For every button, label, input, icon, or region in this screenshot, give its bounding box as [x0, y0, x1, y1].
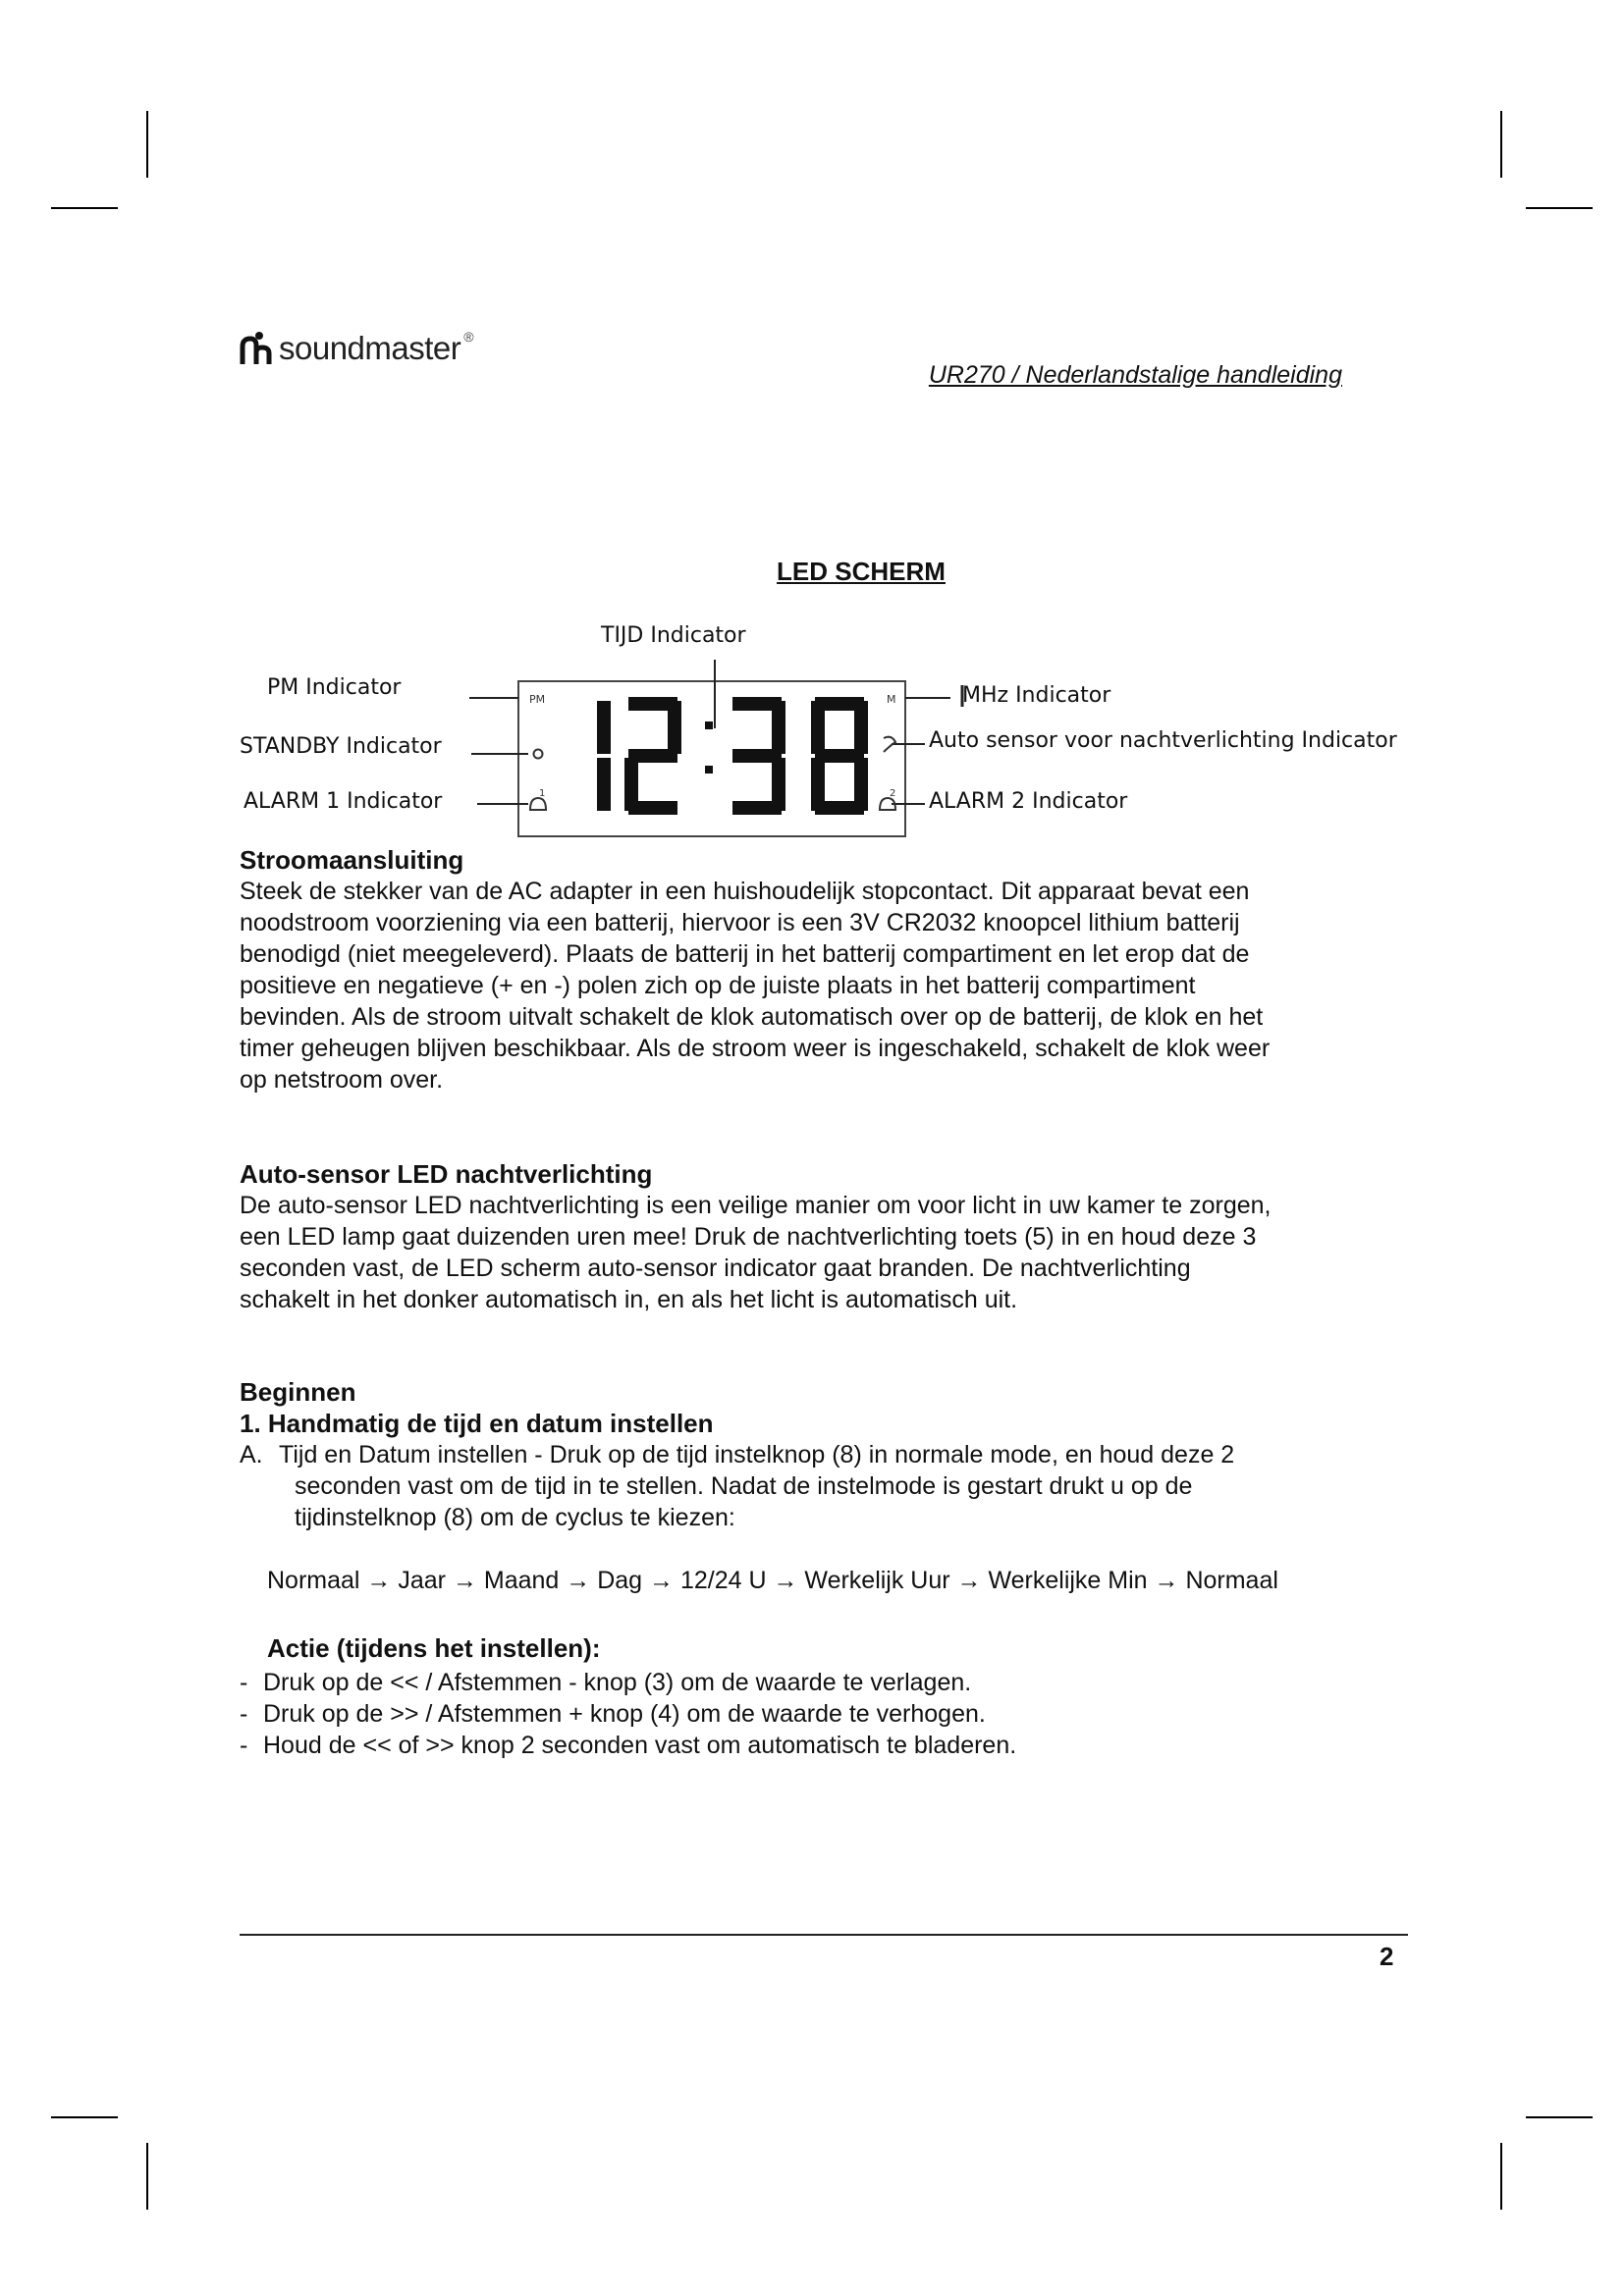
list-item	[240, 1667, 1016, 1698]
colon-dot-bottom	[705, 766, 713, 774]
line: tijdinstelknop (8) om de cyclus te kiezen:	[295, 1504, 735, 1531]
line: schakelt in het donker automatisch in, en als het licht is automatisch uit.	[240, 1286, 1018, 1313]
label-alarm1-indicator: ALARM 1 Indicator	[244, 789, 443, 814]
svg-text:1: 1	[539, 788, 546, 799]
digit-2-segment-a	[628, 697, 677, 711]
digit-4-segment-g	[815, 749, 864, 763]
crop-mark-bottom-left-vertical	[146, 2143, 148, 2210]
colon-dot-top	[705, 721, 713, 729]
crop-mark-top-left-horizontal	[51, 207, 118, 209]
line: Tijd en Datum instellen - Druk op de tijd instelknop (8) in normale mode, en houd deze 2	[279, 1441, 1235, 1468]
pm-indicator-glyph: PM	[529, 693, 546, 706]
digit-3-segment-c	[772, 758, 785, 811]
action-text: Houd de << of >> knop 2 seconden vast om automatisch te bladeren.	[263, 1732, 1017, 1759]
section-beginnen	[240, 1376, 1388, 1533]
action-text: Druk op de << / Afstemmen - knop (3) om de waarde te verlagen.	[263, 1669, 972, 1696]
alarm2-indicator-icon	[880, 788, 895, 810]
item-a	[240, 1439, 1388, 1533]
digit-4-segment-c	[854, 758, 868, 811]
heading-actie: Actie (tijdens het instellen):	[267, 1633, 601, 1663]
document-title: UR270 / Nederlandstalige handleiding	[928, 361, 1342, 389]
crop-mark-top-left-vertical	[146, 111, 148, 178]
dash: -	[240, 1669, 248, 1696]
item-letter: A.	[240, 1441, 263, 1468]
section-stroomaansluiting	[240, 844, 1388, 1095]
digit-3-segment-d	[732, 801, 782, 815]
line: een LED lamp gaat duizenden uren mee! Druk de nachtverlichting toets (5) in en houd deze 3	[240, 1223, 1257, 1251]
crop-mark-bottom-right-horizontal	[1526, 2116, 1593, 2118]
crop-mark-bottom-right-vertical	[1500, 2143, 1502, 2210]
heading-autosensor: Auto-sensor LED nachtverlichting	[240, 1159, 653, 1189]
action-list	[240, 1667, 1016, 1761]
digit-3-segment-a	[732, 697, 782, 711]
digit-4-segment-d	[815, 801, 864, 815]
label-mhz-indicator: MHz Indicator	[962, 683, 1111, 708]
svg-text:2: 2	[890, 788, 896, 799]
line: seconden vast, de LED scherm auto-sensor indicator gaat branden. De nachtverlichting	[240, 1255, 1191, 1282]
line: seconden vast om de tijd in te stellen. Nadat de instelmode is gestart drukt u op de	[295, 1472, 1193, 1500]
cycle-sequence: Normaal → Jaar → Maand → Dag → 12/24 U → Werkelijk Uur → Werkelijke Min → Normaal	[267, 1567, 1278, 1594]
digit-2-segment-b	[668, 701, 681, 754]
standby-indicator-icon	[534, 750, 543, 759]
line: timer geheugen blijven beschikbaar. Als de stroom weer is ingeschakeld, schakelt de klok weer	[240, 1035, 1271, 1062]
brand-logo	[240, 329, 474, 368]
brand-name: soundmaster	[279, 330, 461, 366]
brand-registered-mark: ®	[463, 329, 474, 345]
line: noodstroom voorziening via een batterij, hiervoor is een 3V CR2032 knoopcel lithium batterij	[240, 909, 1240, 936]
heading-beginnen: Beginnen	[240, 1377, 356, 1407]
autosensor-indicator-icon	[884, 737, 895, 752]
label-tijd-indicator: TIJD Indicator	[601, 623, 746, 648]
action-text: Druk op de >> / Afstemmen + knop (4) om de waarde te verhogen.	[263, 1700, 986, 1728]
digit-3-segment-g	[732, 749, 782, 763]
line: bevinden. Als de stroom uitvalt schakelt de klok automatisch over op de batterij, de klok en het	[240, 1003, 1264, 1031]
mhz-indicator-glyph: M	[887, 693, 896, 706]
led-display-diagram	[0, 609, 1624, 839]
label-autosensor-indicator: Auto sensor voor nachtverlichting Indicator	[929, 728, 1397, 753]
label-standby-indicator: STANDBY Indicator	[240, 734, 442, 759]
line: positieve en negatieve (+ en -) polen zich op de juiste plaats in het batterij compartiment	[240, 972, 1196, 999]
label-alarm2-indicator: ALARM 2 Indicator	[929, 789, 1128, 814]
digit-4-segment-b	[854, 701, 868, 754]
label-pm-indicator: PM Indicator	[267, 675, 402, 700]
time-digits	[597, 697, 868, 815]
line: De auto-sensor LED nachtverlichting is een veilige manier om voor licht in uw kamer te zorgen,	[240, 1192, 1272, 1219]
line: op netstroom over.	[240, 1066, 444, 1094]
digit-1-segment-b	[597, 701, 611, 754]
section-autosensor	[240, 1158, 1388, 1315]
item-a-text	[279, 1439, 1234, 1533]
digit-2-segment-e	[624, 758, 638, 811]
dash: -	[240, 1732, 248, 1759]
page-number: 2	[1380, 1942, 1394, 1971]
crop-mark-top-right-vertical	[1500, 111, 1502, 178]
digit-1-segment-c	[597, 758, 611, 811]
line: Steek de stekker van de AC adapter in een huishoudelijk stopcontact. Dit apparaat bevat een	[240, 878, 1250, 905]
line: benodigd (niet meegeleverd). Plaats de batterij in het batterij compartiment en let erop dat de	[240, 940, 1250, 968]
led-section-title: LED SCHERM	[777, 557, 946, 586]
subheading-tijd-datum: 1. Handmatig de tijd en datum instellen	[240, 1409, 714, 1438]
digit-2-segment-d	[628, 801, 677, 815]
list-item	[240, 1698, 1016, 1730]
list-item	[240, 1730, 1016, 1761]
heading-stroomaansluiting: Stroomaansluiting	[240, 845, 464, 875]
digit-4-segment-f	[811, 701, 825, 754]
digit-3-segment-b	[772, 701, 785, 754]
alarm1-indicator-icon	[530, 788, 546, 810]
digit-2-segment-g	[628, 749, 677, 763]
soundmaster-logo-icon	[240, 331, 273, 366]
dash: -	[240, 1700, 248, 1728]
digit-4-segment-e	[811, 758, 825, 811]
footer-rule	[240, 1934, 1408, 1936]
digit-4-segment-a	[815, 697, 864, 711]
crop-mark-top-right-horizontal	[1526, 207, 1593, 209]
crop-mark-bottom-left-horizontal	[51, 2116, 118, 2118]
